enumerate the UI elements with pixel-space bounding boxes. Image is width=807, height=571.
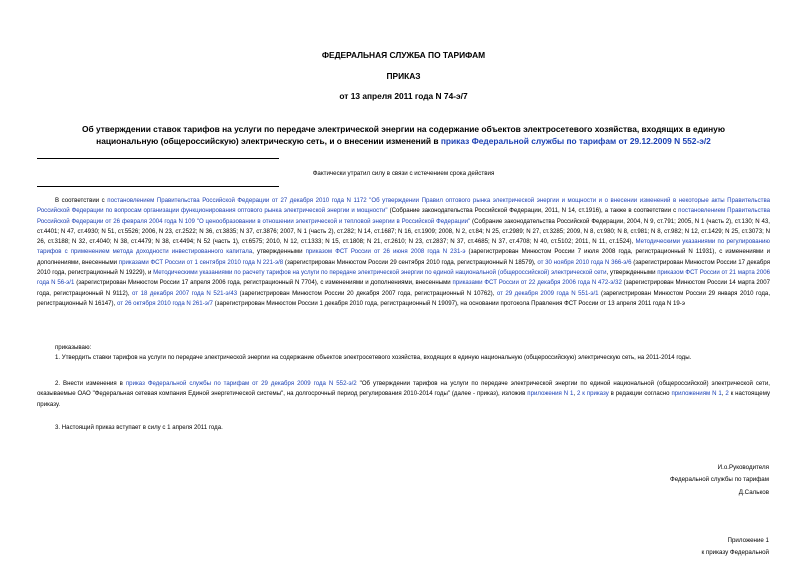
item2-text: , [573, 390, 577, 398]
doc-date-number: от 13 апреля 2011 года N 74-э/7 [339, 91, 468, 101]
divider-bottom [37, 186, 279, 187]
preamble-link-551[interactable]: от 29 декабря 2009 года N 551-э/1 [496, 289, 599, 297]
preamble-text: (зарегистрирован Минюстом России 1 декабря 2010 года, регистрационный N 19097), на основании протокола Правления ФСТ России от 13 апреля 2011 года N 19-э [212, 299, 685, 307]
preamble-text: , утвержденными [606, 269, 658, 277]
preamble-link-472[interactable]: приказами ФСТ России от 22 декабря 2006 года N 472-э/32 [452, 279, 622, 287]
preamble-text: (зарегистрирован Минюстом России 7 июля 2008 года, регистрационный N 11931), с изменениями и дополнениями, внесенными [37, 248, 770, 266]
item2-link-appendix-2[interactable]: 2 к приказу [576, 390, 609, 398]
preamble-link-1172[interactable]: постановлением Правительства Российской Федерации от 27 декабря 2010 года N 1172 "Об утверждении Правил оптового рынка электрической энергии и мощности и о внесении изменений в некоторые акты Правительства Российской Федерации по вопросам организации функционирования оптового рынка электрической энергии и мощности" [37, 197, 770, 215]
divider-top [37, 158, 279, 159]
preamble-paragraph [37, 196, 770, 309]
item2-text: 2. Внести изменения в [55, 380, 126, 387]
item2-text: "Об утверждении тарифов на услуги по передаче электрической энергии по единой национальной (общероссийской) электрической сети, оказываемые ОАО "Федеральная сетевая компания Единой энергетической системы", на долгосрочный период регулирования 2010-2014 годы" (далее - приказ), изложив [37, 380, 770, 398]
preamble-link-521[interactable]: от 18 декабря 2007 года N 521-э/43 [132, 289, 238, 297]
signature-position: И.о.Руководителя [717, 464, 769, 471]
preamble-link-261[interactable]: от 26 октября 2010 года N 261-э/7 [116, 299, 213, 307]
title-text: Об утверждении ставок тарифов на услуги по передаче электрической энергии на содержание объектов электросетевого хозяйства, входящих в единую национальную (общероссийскую) электрическую сеть, и о внесении изменений в [82, 124, 725, 146]
preamble-text: , утвержденными [252, 248, 306, 256]
appendix-reference: к приказу Федеральной [701, 549, 769, 557]
preamble-link-231[interactable]: приказом ФСТ России от 26 июня 2008 года N 231-э [305, 248, 466, 256]
preamble-text: (зарегистрирован Минюстом России 14 марта 2007 года, регистрационный N 9112), [37, 279, 770, 297]
agency-heading: ФЕДЕРАЛЬНАЯ СЛУЖБА ПО ТАРИФАМ [321, 50, 486, 60]
preamble-text: (зарегистрирован Минюстом России 20 декабря 2007 года, регистрационный N 10762), [237, 289, 497, 297]
preamble-text: (зарегистрирован Минюстом России 29 января 2010 года, регистрационный N 16147), [37, 289, 771, 307]
preamble-link-56[interactable]: приказом ФСТ России от 21 марта 2006 года N 56-э/1 [37, 269, 770, 287]
preamble-text: (Собрание законодательства Российской Федерации, 2004, N 9, ст.791; 2005, N 1 (часть 2), ст.130; N 43, ст.4401; N 47, ст.4930; N 51, ст.5526; 2006, N 23, ст.2522; N 36, ст.3835; N 37, ст.3876; 2007, N 1 (часть 2), ст.282; N 14, ст.1687; N 16, ст.1909; 2008, N 2, ст.84; N 25, ст.2989; N 27, ст.3285; 2009, N 8, ст.980; N 8, ст.981; N 8, ст.982; N 12, ст.1429; N 25, ст.3073; N 26, ст.3188; N 32, ст.4040; N 38, ст.4479; N 38, ст.4494; N 52 (часть 1), ст.6575; 2010, N 12, ст.1333; N 15, ст.1808; N 21, ст.2610; N 23, ст.2837; N 37, ст.4685; N 37, ст.4708; N 40, ст.5102; 2011, N 11, ст.1524), [37, 217, 770, 246]
preamble-text: (зарегистрирован Минюстом России 17 апреля 2006 года, регистрационный N 7704), с изменениями и дополнениями, внесенными [74, 279, 453, 287]
doc-type-heading: ПРИКАЗ [386, 71, 421, 81]
appendix-number: Приложение 1 [727, 537, 769, 544]
item2-link-appendix-1[interactable]: приложения N 1 [527, 390, 574, 398]
order-item-1: 1. Утвердить ставки тарифов на услуги по передаче электрической энергии на содержание объектов электросетевого хозяйства, входящих в единую национальную (общероссийскую) электрическую сеть, на 2011-2014 годы. [55, 354, 692, 361]
preamble-text: В соответствии с [55, 197, 108, 204]
preamble-link-366[interactable]: от 30 ноября 2010 года N 366-э/6 [537, 258, 632, 266]
item2-link-552[interactable]: приказ Федеральной службы по тарифам от 29 декабря 2009 года N 552-э/2 [125, 380, 357, 387]
preamble-link-methodology-1[interactable]: Методическими указаниями по регулированию тарифов с применением метода доходности инвестированного капитала [37, 238, 770, 256]
item2-text: , [721, 390, 726, 398]
preamble-text: (Собрание законодательства Российской Федерации, 2011, N 14, ст.1916), а также в соответствии с [387, 207, 679, 215]
preamble-text: (зарегистрирован Минюстом России 29 сентября 2010 года, регистрационный N 18579), [283, 258, 538, 266]
order-word: приказываю: [55, 344, 92, 351]
item2-link-new-appendix-2[interactable]: 2 [725, 390, 729, 398]
item2-text: в редакции согласно [608, 390, 672, 398]
preamble-link-221[interactable]: приказами ФСТ России от 1 сентября 2010 года N 221-э/8 [118, 258, 284, 266]
order-item-2 [37, 379, 770, 410]
preamble-link-109[interactable]: постановлением Правительства Российской Федерации от 26 февраля 2004 года N 109 "О ценообразовании в отношении электрической и тепловой энергии в Российской Федерации" [37, 207, 771, 225]
preamble-link-methodology-2[interactable]: Методическими указаниями по расчету тарифов на услуги по передаче электрической энергии по единой национальной (общероссийской) электрической сети [153, 269, 607, 277]
item2-text: к настоящему приказу. [37, 390, 770, 408]
document-title [60, 123, 747, 147]
signature-agency: Федеральной службы по тарифам [670, 476, 769, 484]
signature-block [670, 462, 769, 499]
status-note: Фактически утратил силу в связи с истечением срока действия [312, 170, 495, 177]
title-link[interactable]: приказ Федеральной службы по тарифам от 29.12.2009 N 552-э/2 [440, 136, 711, 146]
item2-link-new-appendix-1[interactable]: приложениям N 1 [671, 390, 722, 398]
appendix-header [701, 535, 769, 560]
signature-name: Д.Сальков [738, 488, 769, 496]
order-item-3: 3. Настоящий приказ вступает в силу с 1 апреля 2011 года. [55, 424, 223, 431]
preamble-text: (зарегистрирован Минюстом России 17 декабря 2010 года, регистрационный N 19229), и [37, 258, 771, 277]
